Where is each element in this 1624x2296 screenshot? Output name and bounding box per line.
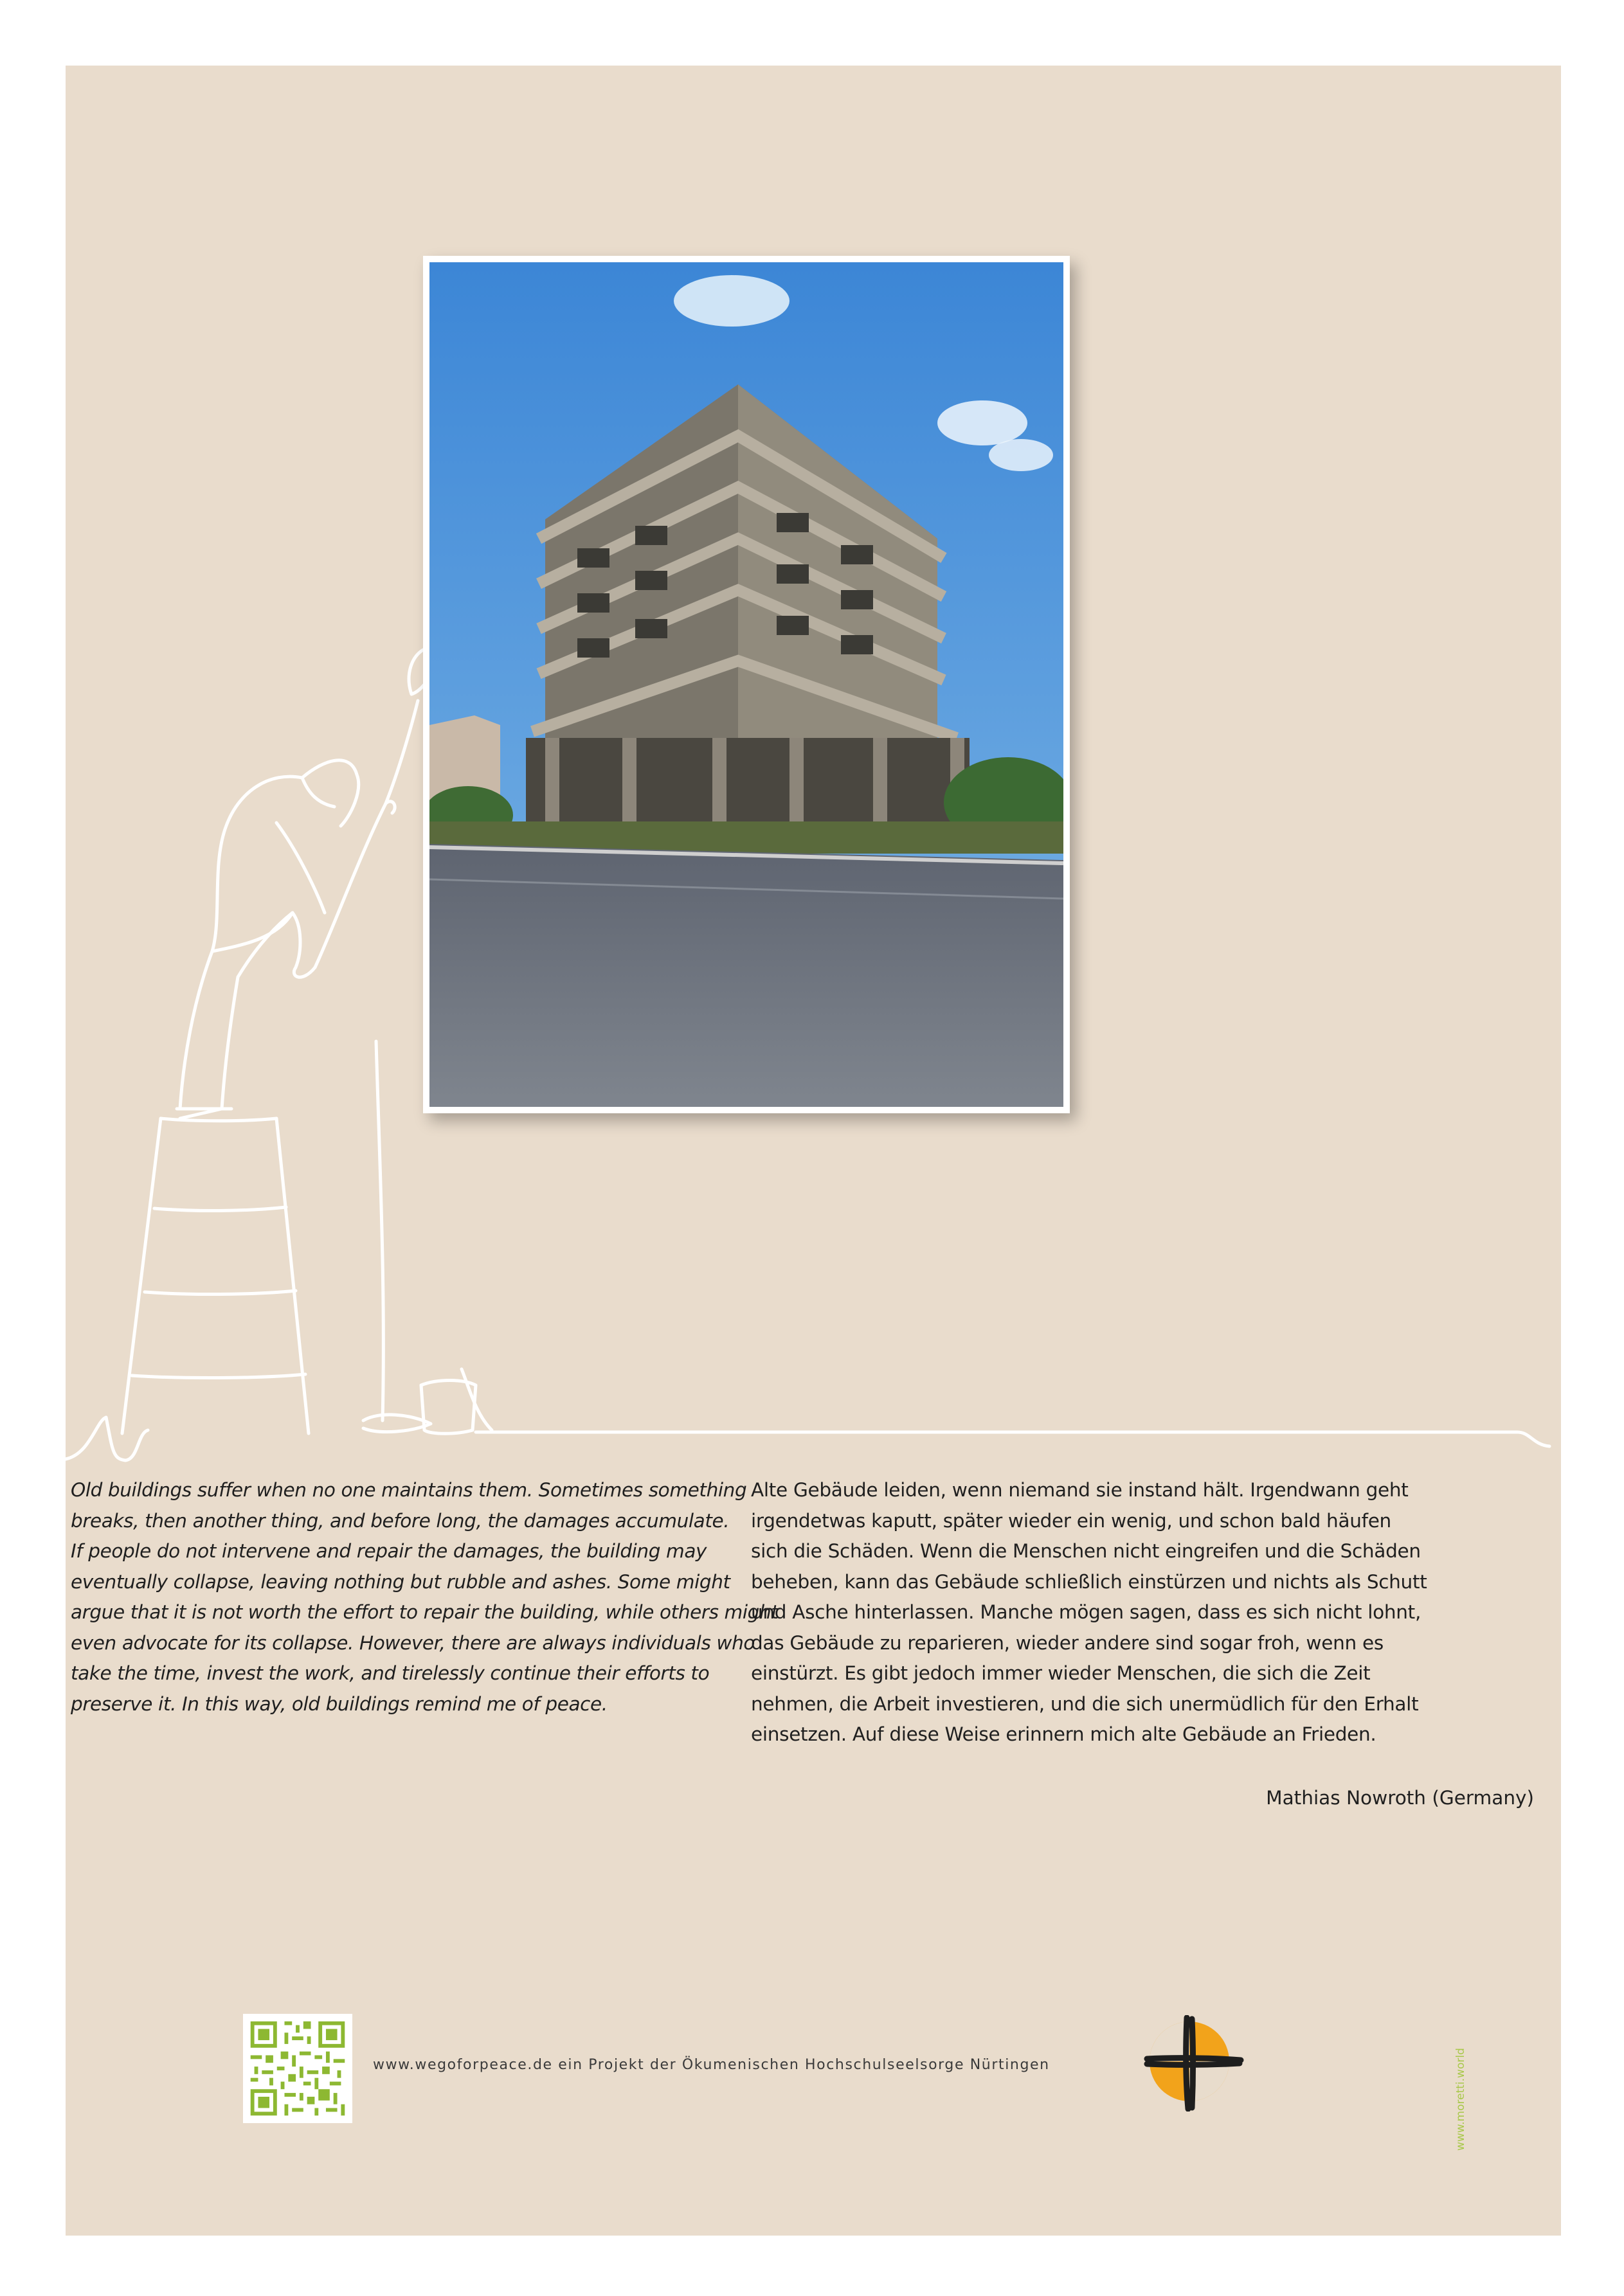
german-line: Alte Gebäude leiden, wenn niemand sie instand hält. Irgendwann geht — [751, 1479, 1409, 1501]
german-text — [751, 1475, 1427, 1750]
german-line: irgendetwas kaputt, später wieder ein wenig, und schon bald häufen — [751, 1509, 1391, 1532]
german-line: beheben, kann das Gebäude schließlich einstürzen und nichts als Schutt — [751, 1570, 1427, 1593]
footer-project-text: www.wegoforpeace.de ein Projekt der Ökumenischen Hochschulseelsorge Nürtingen — [373, 2057, 1050, 2073]
german-line: einstürzt. Es gibt jedoch immer wieder Menschen, die sich die Zeit — [751, 1662, 1371, 1684]
side-credit: www.moretti.world — [1454, 2048, 1467, 2151]
german-line: einsetzen. Auf diese Weise erinnern mich alte Gebäude an Frieden. — [751, 1723, 1376, 1745]
building-photo — [429, 262, 1063, 1107]
english-line: take the time, invest the work, and tirelessly continue their efforts to — [71, 1662, 710, 1684]
german-line: und Asche hinterlassen. Manche mögen sagen, dass es sich nicht lohnt, — [751, 1601, 1421, 1623]
author-credit: Mathias Nowroth (Germany) — [1266, 1787, 1534, 1809]
english-line: preserve it. In this way, old buildings remind me of peace. — [71, 1692, 608, 1715]
english-line: If people do not intervene and repair the damages, the building may — [71, 1540, 707, 1562]
english-text — [71, 1475, 779, 1719]
german-line: sich die Schäden. Wenn die Menschen nicht eingreifen und die Schäden — [751, 1540, 1421, 1562]
english-line: breaks, then another thing, and before long, the damages accumulate. — [71, 1509, 730, 1532]
english-line: even advocate for its collapse. However, there are always individuals who — [71, 1631, 755, 1654]
english-line: eventually collapse, leaving nothing but rubble and ashes. Some might — [71, 1570, 730, 1593]
english-line: argue that it is not worth the effort to repair the building, while others might — [71, 1601, 779, 1623]
photo-frame — [423, 256, 1070, 1113]
qr-code[interactable] — [243, 2014, 352, 2123]
german-line: das Gebäude zu reparieren, wieder andere sind sogar froh, wenn es — [751, 1631, 1384, 1654]
cross-logo — [1138, 2015, 1247, 2112]
german-line: nehmen, die Arbeit investieren, und die sich unermüdlich für den Erhalt — [751, 1692, 1419, 1715]
english-line: Old buildings suffer when no one maintains them. Sometimes something — [71, 1479, 747, 1501]
